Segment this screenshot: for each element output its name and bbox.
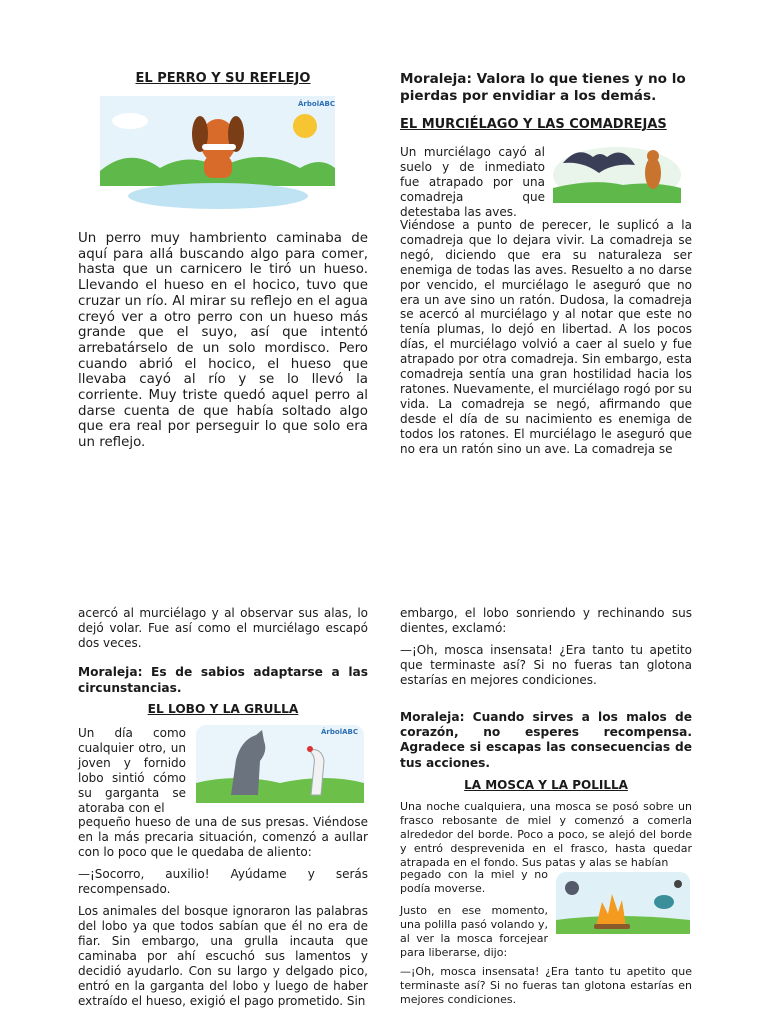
- story-body-mosca-2: Justo en ese momento, una polilla pasó volando y, al ver la mosca forcejear para liberarse, dijo:: [400, 904, 548, 959]
- arbolabc-logo: ÁrbolABC: [298, 100, 335, 108]
- story-title-mosca: LA MOSCA Y LA POLILLA: [464, 778, 628, 792]
- story-body-lobo-2: Los animales del bosque ignoraron las palabras del lobo ya que todos sabían que él no era de fiar. Sin embargo, una grulla incauta que caminaba por ahí escuchó sus lamentos y decidió ayudarlo. Con su largo y delgado pico, entró en la garganta del lobo y luego de haber extraído el hueso, exigió el pago prometido. Sin: [78, 904, 368, 1008]
- story-body-perro: Un perro muy hambriento caminaba de aquí para allá buscando algo para comer, hasta que un carnicero le tiró un hueso. Llevando el hueso en el hocico, tuvo que cruzar un río. Al mirar su reflejo en el agua creyó ver a otro perro con un hueso más grande que el suyo, así que intentó arrebatárselo de un solo mordisco. Pero cuando abrió el hocico, el hueso que llevaba cayó al río y se lo llevó la corriente. Muy triste quedó aquel perro al darse cuenta de que había soltado algo que era real por perseguir lo que solo era un reflejo.: [78, 231, 368, 451]
- story-body-murcielago: Viéndose a punto de perecer, le suplicó a la comadreja que lo dejara vivir. La comadreja se negó, diciendo que era su naturaleza ser enemiga de todas las aves. Resuelto a no darse por vencido, el murciélago le aseguró que no era un ave sino un ratón. Dudosa, la comadreja se acercó al murciélago y al notar que este no tenía plumas, lo dejó en libertad. A los pocos días, el murciélago volvió a caer al suelo y fue atrapado por otra comadreja. Sin embargo, esta comadreja sentía una gran hostilidad hacia los ratones. Nuevamente, el murciélago rogó por su vida. La comadreja se negó, afirmando que desde el día de su nacimiento es enemiga de todos los ratones. El murciélago le aseguró que no era un ratón sino un ave. La comadreja se: [400, 218, 692, 456]
- wolf-crane-illustration: [196, 725, 364, 803]
- story-continuation-murcielago: acercó al murciélago y al observar sus alas, lo dejó volar. Fue así como el murciélago escapó dos veces.: [78, 606, 368, 650]
- story-continuation-lobo: embargo, el lobo sonriendo y rechinando sus dientes, exclamó:: [400, 606, 692, 636]
- story-body-mosca-1: Una noche cualquiera, una mosca se posó sobre un frasco rebosante de miel y comenzó a comerla alrededor del borde. Poco a poco, se alejó del borde y entró desprevenida en el frasco, hasta quedar atrapada en el fondo. Sus patas y alas se habían: [400, 800, 692, 869]
- bat-illustration: [553, 143, 681, 203]
- story-title-lobo: EL LOBO Y LA GRULLA: [147, 702, 299, 716]
- quote-lobo-2: —¡Oh, mosca insensata! ¿Era tanto tu apetito que terminaste así? Si no fueras tan glotona estarías en mejores condiciones.: [400, 643, 692, 688]
- moral-perro: Moraleja: Valora lo que tienes y no lo pierdas por envidiar a los demás.: [400, 71, 686, 104]
- arbolabc-logo: ÁrbolABC: [321, 728, 358, 736]
- story-title-perro: EL PERRO Y SU REFLEJO: [135, 71, 311, 86]
- fly-moth-illustration: [556, 872, 690, 934]
- story-intro-murcielago: Un murciélago cayó al suelo y de inmediato fue atrapado por una comadreja que detestaba las aves.: [400, 145, 545, 219]
- moral-lobo: Moraleja: Cuando sirves a los malos de corazón, no esperes recompensa. Agradece si escapas las consecuencias de tus acciones.: [400, 710, 692, 770]
- story-title-murcielago: EL MURCIÉLAGO Y LAS COMADREJAS: [400, 117, 667, 132]
- moral-murcielago: Moraleja: Es de sabios adaptarse a las circunstancias.: [78, 665, 368, 695]
- quote-polilla: —¡Oh, mosca insensata! ¿Era tanto tu apetito que terminaste así? Si no fueras tan glotona estarías en mejores condiciones.: [400, 965, 692, 1006]
- dog-illustration: [100, 96, 335, 212]
- story-body-lobo-1: pequeño hueso de una de sus presas. Viéndose en la más precaria situación, comenzó a aullar con lo poco que le quedaba de aliento:: [78, 815, 368, 859]
- quote-lobo: —¡Socorro, auxilio! Ayúdame y serás recompensado.: [78, 867, 368, 896]
- story-intro-lobo: Un día como cualquier otro, un joven y fornido lobo sintió cómo su garganta se atoraba con el: [78, 726, 186, 815]
- story-body-mosca-1b: pegado con la miel y no podía moverse.: [400, 868, 548, 895]
